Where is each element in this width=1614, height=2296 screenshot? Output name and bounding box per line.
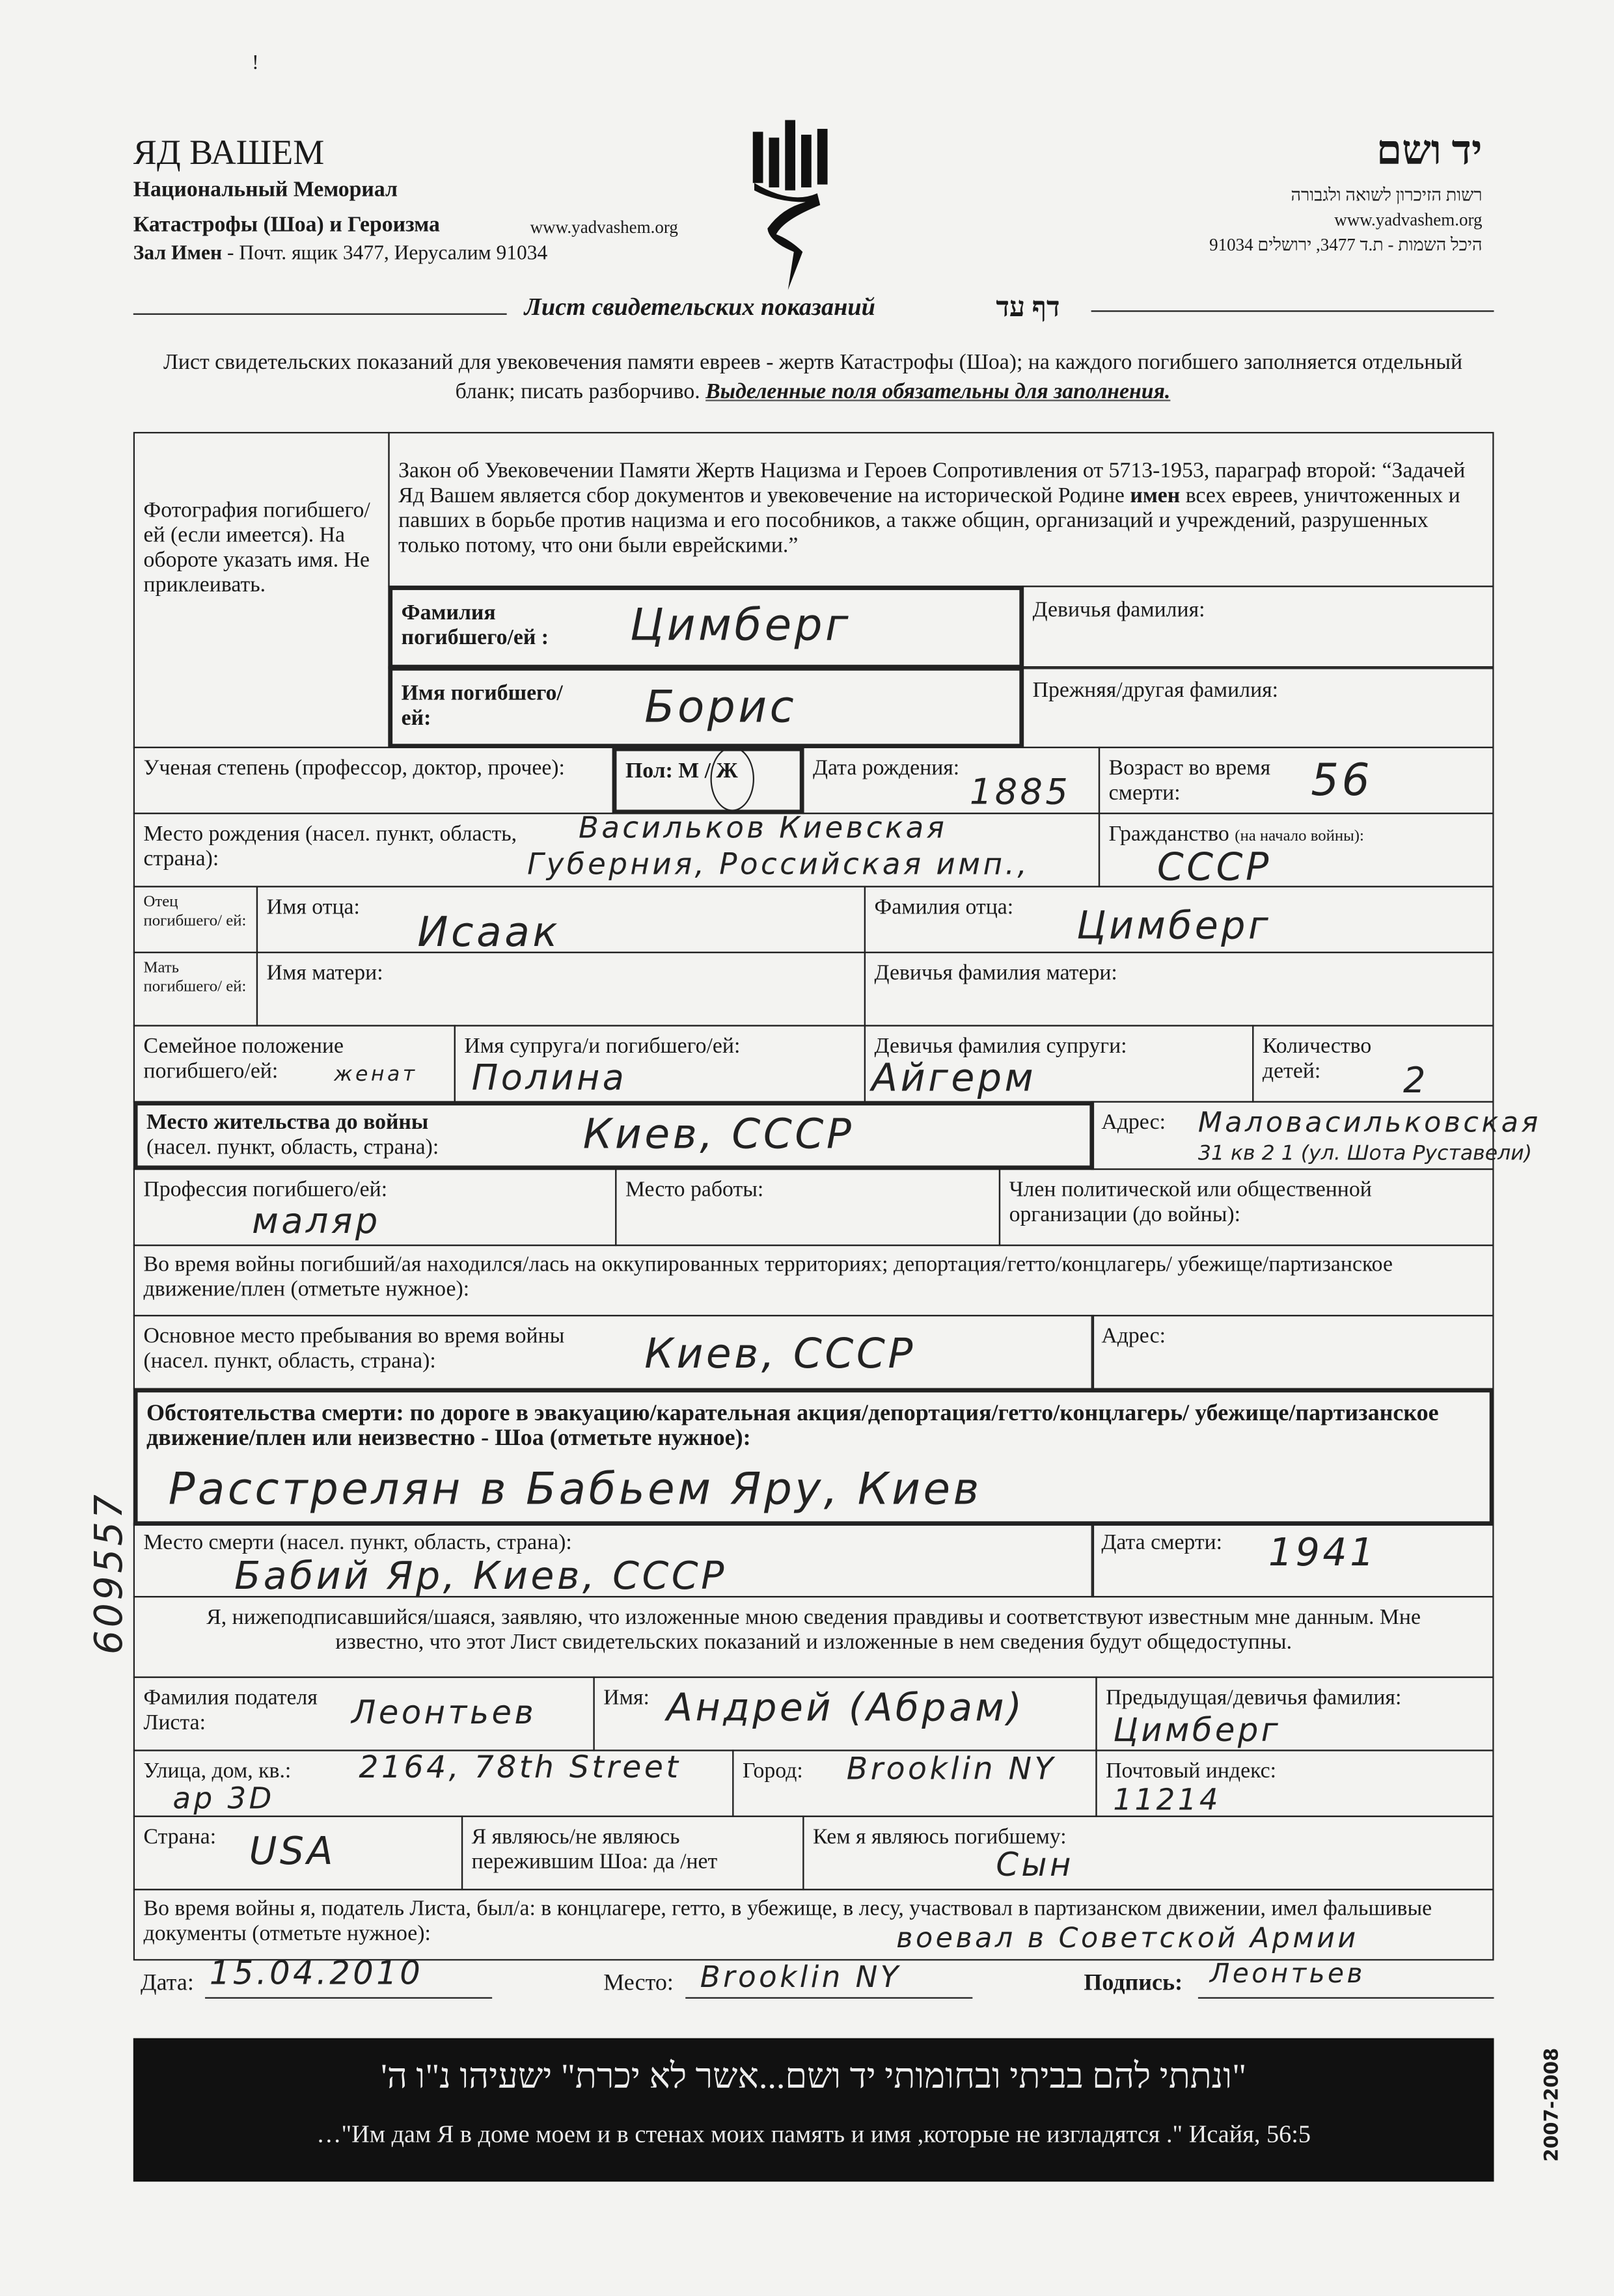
death-date-field: Дата смерти: [1091, 1523, 1494, 1598]
place-line [685, 1997, 972, 1999]
residence-address-field: Адрес: [1091, 1101, 1494, 1170]
postal-address-ru: - Почт. ящик 3477, Иерусалим 91034 [222, 243, 548, 265]
form-title: Лист свидетельских показаний [524, 293, 875, 321]
sex-selected-circle[interactable] [710, 747, 754, 811]
residence-address-value-2[interactable]: 31 кв 2 1 (ул. Шота Руставели) [1197, 1142, 1533, 1166]
signature-value[interactable]: Леонтьев [1209, 1959, 1365, 1990]
spouse-value[interactable]: Полина [471, 1057, 627, 1098]
street-value[interactable]: 2164, 78th Street [359, 1749, 681, 1785]
residence-address-value-1[interactable]: Маловасильковская [1197, 1107, 1541, 1139]
org-line1: Национальный Мемориал [133, 178, 398, 202]
citizenship-field: Гражданство (на начало войны): [1099, 813, 1494, 887]
org-address-ru [133, 243, 547, 267]
mother-side-label: Мать погибшего/ ей: [133, 952, 258, 1027]
birthplace-value-1[interactable]: Васильков Киевская [578, 809, 948, 845]
relation-value[interactable]: Сын [996, 1848, 1074, 1885]
margin-archive-number: 609557 [88, 1491, 132, 1655]
children-field: Количество детей: [1252, 1025, 1494, 1102]
other-surname-field: Прежняя/другая фамилия: [1022, 666, 1494, 748]
quote-hebrew: "ונתתי להם בביתי ובחומותי יד ושם...אשר לא יכרת" ישעיהו נ"ו ה' [381, 2059, 1247, 2097]
maiden-name-field: Девичья фамилия: [1022, 586, 1494, 669]
country-field: Страна: [133, 1816, 463, 1891]
intro-text: Лист свидетельских показаний для увековечения памяти евреев - жертв Катастрофы (Шоа); на каждого погибшего заполняется отдельный бланк; писать разборчиво. Выделенные поля обязательны для заполнения. [163, 351, 1463, 405]
yad-vashem-logo-icon [747, 117, 835, 290]
victim-name-field: Имя погибшего/ей: [388, 666, 1024, 748]
residence-value[interactable]: Киев, СССР [582, 1109, 855, 1159]
victim-surname-value[interactable]: Цимберг [629, 600, 851, 652]
birthplace-field: Место рождения (насел. пункт, область, страна): [133, 813, 1100, 887]
profession-value[interactable]: маляр [252, 1200, 381, 1242]
mother-name-field: Имя матери: [256, 952, 866, 1027]
hall-of-names: Зал Имен [133, 243, 223, 265]
date-value[interactable]: 15.04.2010 [209, 1956, 424, 1993]
quote-banner [133, 2038, 1494, 2182]
victim-surname-field: Фамилия погибшего/ей : [388, 586, 1024, 669]
edition-years: 2007-2008 [1541, 2047, 1564, 2162]
submitter-name-field: Имя: [593, 1677, 1097, 1751]
birth-date-value[interactable]: 1885 [969, 772, 1071, 813]
victim-name-value[interactable]: Борис [644, 682, 797, 734]
submitter-surname-field: Фамилия подателя Листа: [133, 1677, 595, 1751]
survivor-field: Я являюсь/не являюсь пережившим Шоа: да /нет [461, 1816, 804, 1891]
war-address-field: Адрес: [1091, 1315, 1494, 1390]
death-place-field: Место смерти (насел. пункт, область, страна): [133, 1523, 1094, 1598]
org-url-he[interactable]: www.yadvashem.org [1334, 209, 1483, 230]
war-place-value[interactable]: Киев, СССР [644, 1329, 916, 1378]
age-field: Возраст во время смерти: [1099, 747, 1494, 815]
birth-date-field: Дата рождения: [802, 747, 1100, 815]
submitter-prev-surname-value[interactable]: Цимберг [1113, 1713, 1281, 1750]
org-line1-he: רשות הזיכרון לשואה ולגבורה [1291, 184, 1483, 206]
country-value[interactable]: USA [249, 1830, 336, 1874]
apartment-value[interactable]: ap 3D [172, 1780, 275, 1816]
age-value[interactable]: 56 [1311, 755, 1373, 807]
declaration-text: Я, нижеподписавшийся/шаяся, заявляю, что изложенные мною сведения правдивы и соответствуют известным мне данным. Мне известно, что этот Лист свидетельских показаний и изложенные в нем сведения будут общедоступны. [133, 1596, 1494, 1678]
spouse-maiden-value[interactable]: Айгерм [871, 1057, 1037, 1101]
org-url-ru[interactable]: www.yadvashem.org [530, 217, 678, 237]
photo-box: Фотография погибшего/ей (если имеется). На обороте указать имя. Не приклеивать. [133, 432, 390, 748]
spouse-maiden-field: Девичья фамилия супруги: [864, 1025, 1254, 1102]
place-value[interactable]: Brooklin NY [700, 1959, 901, 1995]
date-label: Дата: [141, 1971, 194, 1996]
war-status-field: Во время войны погибший/ая находился/лась на оккупированных территориях; депортация/гетто/концлагерь/ убежище/партизанское движение/плен (отметьте нужное): [133, 1245, 1494, 1316]
war-place-field: Основное место пребывания во время войны (насел. пункт, область, страна): [133, 1315, 1094, 1390]
postal-address-he: היכל השמות - ת.ד 3477, ירושלים 91034 [1209, 234, 1483, 255]
father-surname-field: Фамилия отца: [864, 886, 1494, 954]
submitter-war-value[interactable]: воевал в Советской Армии [896, 1922, 1359, 1955]
mother-maiden-field: Девичья фамилия матери: [864, 952, 1494, 1027]
spouse-field: Имя супруга/и погибшего/ей: [454, 1025, 866, 1102]
org-line2: Катастрофы (Шоа) и Героизма [133, 213, 440, 237]
city-field: Город: [732, 1749, 1097, 1817]
workplace-field: Место работы: [615, 1168, 1000, 1246]
place-label: Место: [603, 1971, 674, 1996]
signature-line [1198, 1997, 1494, 1999]
death-date-value[interactable]: 1941 [1268, 1532, 1377, 1576]
submitter-prev-surname-field: Предыдущая/девичья фамилия: [1095, 1677, 1494, 1751]
title-rule-left [133, 314, 507, 315]
marital-field: Семейное положение погибшего/ей: [133, 1025, 456, 1102]
death-circumstances-field: Обстоятельства смерти: по дороге в эвакуацию/карательная акция/депортация/гетто/концлагерь/ убежище/партизанское движение/плен или неизвестно - Шоа (отметьте нужное): [133, 1388, 1494, 1526]
signature-label: Подпись: [1084, 1971, 1183, 1996]
city-value[interactable]: Brooklin NY [846, 1751, 1056, 1787]
membership-field: Член политической или общественной организации (до войны): [999, 1168, 1494, 1246]
father-side-label: Отец погибшего/ ей: [133, 886, 258, 954]
marital-value[interactable]: женат [334, 1062, 418, 1087]
org-title-ru: ЯД ВАШЕМ [133, 135, 325, 173]
sex-field: Пол: М / Ж [612, 747, 804, 815]
form-title-he: דף עד [996, 293, 1060, 324]
father-surname-value[interactable]: Цимберг [1076, 904, 1272, 949]
title-rule-right [1091, 310, 1494, 312]
death-circumstances-value[interactable]: Расстрелян в Бабьем Яру, Киев [168, 1464, 982, 1516]
street-field: Улица, дом, кв.: [133, 1749, 734, 1817]
relation-field: Кем я являюсь погибшему: [802, 1816, 1494, 1891]
quote-russian: …"Им дам Я в доме моем и в стенах моих память и имя ,которые не изгладятся ." Исайя, 56:5 [316, 2120, 1311, 2148]
citizenship-value[interactable]: СССР [1156, 846, 1272, 891]
profession-field: Профессия погибшего/ей: [133, 1168, 617, 1246]
father-name-value[interactable]: Исаак [417, 908, 560, 956]
residence-field: Место жительства до войны (насел. пункт, область, страна): [133, 1101, 1094, 1170]
submitter-name-value[interactable]: Андрей (Абрам) [666, 1686, 1025, 1731]
submitter-war-field: Во время войны я, податель Листа, был/а: в концлагере, гетто, в убежище, в лесу, участвовал в партизанском движении, имел фальшивые документы (отметьте нужное): [133, 1889, 1494, 1960]
date-line [205, 1997, 492, 1999]
death-place-value[interactable]: Бабий Яр, Киев, СССР [234, 1555, 727, 1599]
father-name-field: Имя отца: [256, 886, 866, 954]
birthplace-value-2[interactable]: Губерния, Российская имп., [527, 846, 1030, 882]
law-text: Закон об Увековечении Памяти Жертв Нацизма и Героев Сопротивления от 5713-1953, параграф второй: “Задачей Яд Вашем является сбор документов и увековечение на исторической Родине имен всех евреев, уничтоженных и павших в борьбе против нацизма и его пособников, а также общин, организаций и учреждений, разрушенных только потому, что они были еврейскими.” [388, 432, 1494, 588]
stray-mark: ! [252, 53, 259, 75]
org-title-he: יד ושם [1376, 129, 1483, 174]
zip-value[interactable]: 11214 [1113, 1781, 1222, 1817]
submitter-surname-value[interactable]: Леонтьев [351, 1695, 537, 1733]
degree-field: Ученая степень (профессор, доктор, прочее): [133, 747, 614, 815]
children-value[interactable]: 2 [1402, 1060, 1429, 1101]
zip-field: Почтовый индекс: [1095, 1749, 1494, 1817]
